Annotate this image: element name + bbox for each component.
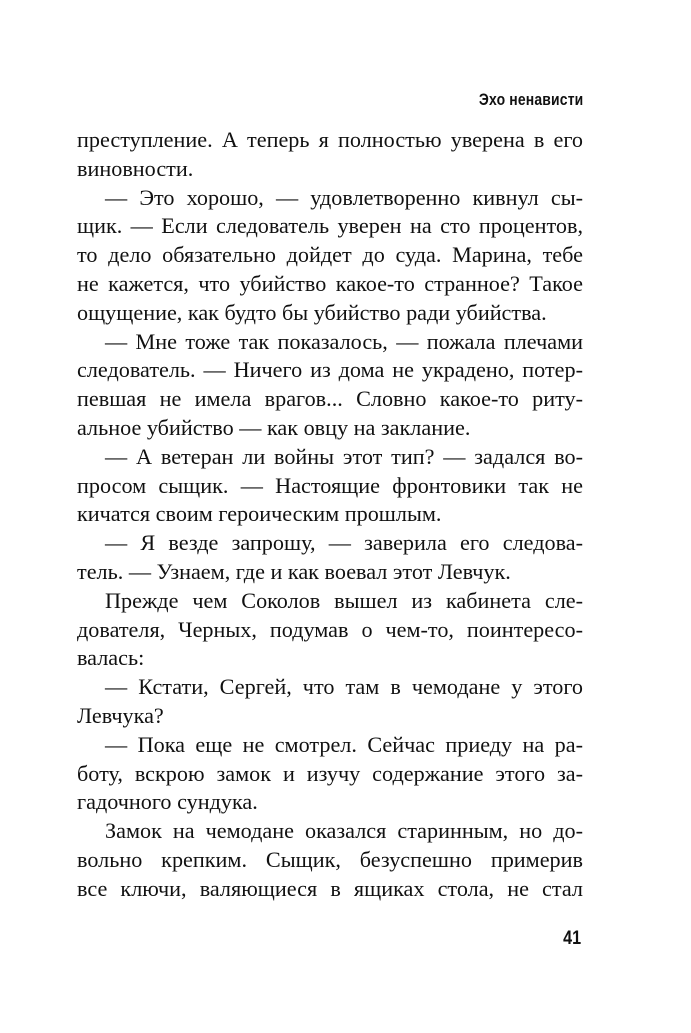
- text-line: дователя, Черных, подумав о чем-то, поинтересо-: [77, 616, 583, 642]
- text-line: альное убийство — как овцу на заклание.: [77, 414, 471, 440]
- text-line: — Пока еще не смотрел. Сейчас приеду на ра-: [105, 731, 583, 757]
- paragraph: [77, 587, 583, 673]
- paragraph: [77, 529, 583, 587]
- text-line: гадочного сундука.: [77, 789, 258, 815]
- text-line: Замок на чемодане оказался старинным, но до-: [105, 818, 583, 844]
- paragraph: [77, 184, 583, 328]
- text-line: валась:: [77, 645, 145, 671]
- text-line: щик. — Если следователь уверен на сто процентов,: [77, 213, 583, 239]
- text-line: преступление. А теперь я полностью уверена в его: [77, 127, 583, 152]
- text-line: следователь. — Ничего из дома не украдено, потер-: [77, 357, 583, 383]
- text-line: вольно крепким. Сыщик, безуспешно примерив: [77, 846, 583, 872]
- body-text: [77, 126, 583, 904]
- paragraph: [77, 817, 583, 903]
- running-header: Эхо ненависти: [478, 90, 583, 109]
- text-line: певшая не имела врагов... Словно какое-то риту-: [77, 386, 583, 412]
- text-line: — Это хорошо, — удовлетворенно кивнул сы-: [105, 184, 583, 210]
- text-line: Левчука?: [77, 702, 164, 728]
- page-number: 41: [563, 928, 581, 949]
- text-line: боту, вскрою замок и изучу содержание этого за-: [77, 760, 583, 786]
- text-line: виновности.: [77, 155, 194, 181]
- text-line: все ключи, валяющиеся в ящиках стола, не стал: [77, 875, 583, 901]
- text-line: не кажется, что убийство какое-то странное? Такое: [77, 270, 583, 296]
- text-line: — А ветеран ли войны этот тип? — задался во-: [105, 443, 583, 469]
- text-line: — Я везде запрошу, — заверила его следова-: [105, 530, 583, 556]
- text-line: то дело обязательно дойдет до суда. Марина, тебе: [77, 242, 583, 268]
- text-line: ощущение, как будто бы убийство ради убийства.: [77, 299, 547, 325]
- paragraph: [77, 443, 583, 529]
- paragraph: [77, 731, 583, 817]
- text-line: Прежде чем Соколов вышел из кабинета сле-: [105, 587, 583, 613]
- text-line: — Кстати, Сергей, что там в чемодане у этого: [105, 674, 583, 700]
- paragraph: [77, 328, 583, 443]
- text-line: просом сыщик. — Настоящие фронтовики так не: [77, 472, 583, 498]
- paragraph: [77, 673, 583, 731]
- paragraph: [77, 126, 583, 184]
- text-line: кичатся своим героическим прошлым.: [77, 501, 442, 527]
- text-line: — Мне тоже так показалось, — пожала плечами: [105, 328, 583, 354]
- text-line: тель. — Узнаем, где и как воевал этот Левчук.: [77, 558, 511, 584]
